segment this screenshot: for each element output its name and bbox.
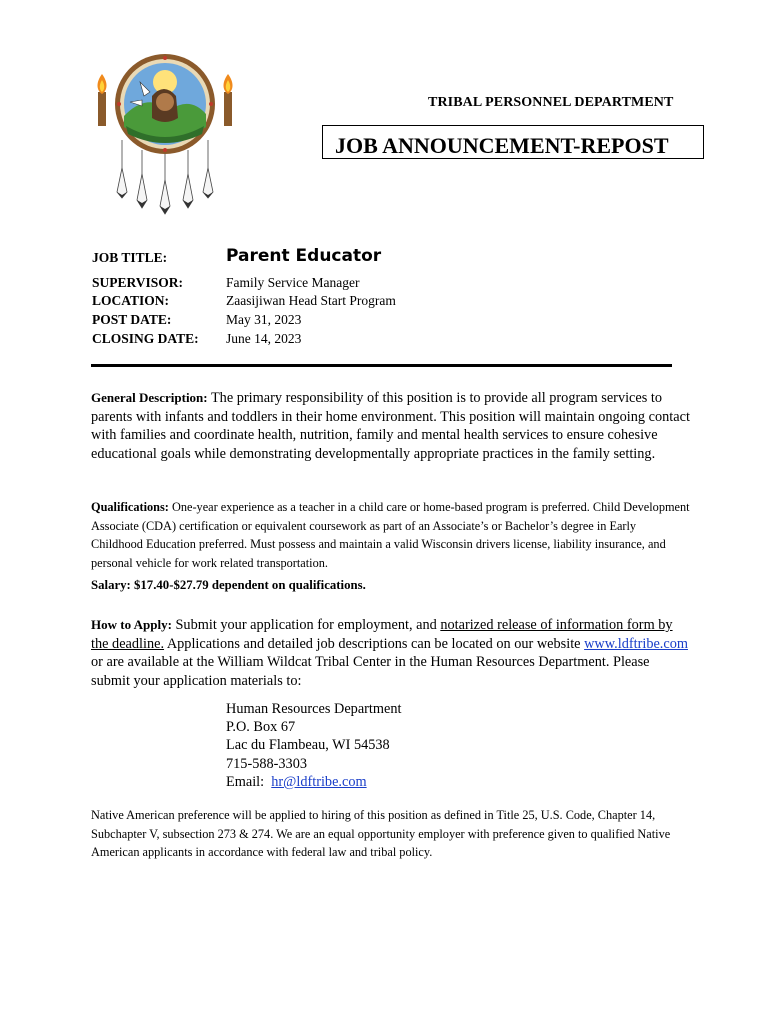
mailing-address xyxy=(226,700,401,791)
supervisor-value: Family Service Manager xyxy=(226,275,360,290)
closing-date-label: CLOSING DATE: xyxy=(92,331,199,346)
how-to-apply-text-1: Submit your application for employment, and xyxy=(171,617,441,633)
announcement-title: JOB ANNOUNCEMENT-REPOST xyxy=(335,133,669,158)
general-description-label: General Description: xyxy=(91,390,208,405)
address-line-2: P.O. Box 67 xyxy=(226,719,296,736)
job-title-label: JOB TITLE: xyxy=(92,250,168,265)
section-divider xyxy=(91,364,672,367)
email-label: Email: xyxy=(226,773,272,790)
supervisor-label: SUPERVISOR: xyxy=(92,275,184,290)
qualifications-label: Qualifications: xyxy=(91,500,169,514)
notarized-release-note: notarized release of information form by the deadline. xyxy=(91,617,673,652)
department-heading: TRIBAL PERSONNEL DEPARTMENT xyxy=(428,95,674,110)
salary: Salary: $17.40-$27.79 dependent on qualifications. xyxy=(91,578,366,592)
job-title-value: Parent Educator xyxy=(226,246,382,266)
email-link[interactable]: hr@ldftribe.com xyxy=(271,773,367,790)
how-to-apply-text-3: or are available at the William Wildcat Tribal Center in the Human Resources Department. Please submit your application materials to: xyxy=(91,654,650,689)
how-to-apply xyxy=(91,616,691,690)
post-date-value: May 31, 2023 xyxy=(226,312,302,327)
how-to-apply-text-2: Applications and detailed job descriptions can be located on our website xyxy=(164,635,585,652)
address-line-1: Human Resources Department xyxy=(226,701,402,717)
qualifications xyxy=(91,498,691,572)
address-email-row xyxy=(226,773,401,791)
website-link[interactable]: www.ldftribe.com xyxy=(584,635,688,652)
general-description xyxy=(91,389,691,463)
address-phone: 715-588-3303 xyxy=(226,755,308,772)
address-line-3: Lac du Flambeau, WI 54538 xyxy=(226,737,390,754)
closing-date-value: June 14, 2023 xyxy=(226,331,302,346)
native-preference-statement: Native American preference will be applied to hiring of this position as defined in Title 25, U.S. Code, Chapter 14, Subchapter V, subsection 273 & 274. We are an equal opportunity employer with preference given to qualified Native American applicants in accordance with federal law and tribal policy. xyxy=(91,808,671,859)
how-to-apply-label: How to Apply: xyxy=(91,617,172,632)
qualifications-text: One-year experience as a teacher in a child care or home-based program is preferred. Child Development Associate (CDA) certification or equivalent coursework as part of an Associate’s or Bachelor’s degree in Early Childhood Education preferred. Must possess and maintain a valid Wisconsin drivers license, liability insurance, and personal vehicle for work related transportation. xyxy=(91,500,690,570)
announcement-title-box xyxy=(322,125,704,159)
location-label: LOCATION: xyxy=(92,293,170,308)
post-date-label: POST DATE: xyxy=(92,312,172,327)
tribal-seal-icon xyxy=(92,52,238,218)
general-description-text: The primary responsibility of this position is to provide all program services to parents with infants and toddlers in their home environment. This position will maintain ongoing contact with families and coordinate health, nutrition, family and mental health services to ensure cohesive educational goals while demonstrating developmentally appropriate practices in the family setting. xyxy=(91,390,690,462)
location-value: Zaasijiwan Head Start Program xyxy=(226,293,396,308)
